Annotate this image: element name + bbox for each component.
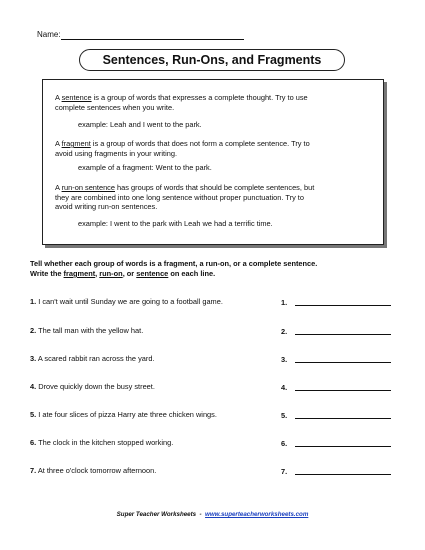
example-run-on: example: I went to the park with Leah we had a terrific time.	[78, 219, 273, 228]
footer-link[interactable]: www.superteacherworksheets.com	[205, 511, 309, 518]
term-fragment: fragment	[61, 139, 91, 148]
answer-7[interactable]: 7.	[281, 466, 391, 476]
title-banner	[79, 49, 345, 71]
answer-6[interactable]: 6.	[281, 438, 391, 448]
answer-2[interactable]: 2.	[281, 326, 391, 336]
question-7: 7. At three o'clock tomorrow afternoon.	[30, 466, 157, 475]
question-2: 2. The tall man with the yellow hat.	[30, 326, 144, 335]
definition-run-on: A run-on sentence has groups of words that should be complete sentences, but they are combined into one long sentence without proper punctuation. Try to avoid writing run-on sentences.	[55, 183, 315, 211]
answer-5[interactable]: 5.	[281, 410, 391, 420]
question-5: 5. I ate four slices of pizza Harry ate three chicken wings.	[30, 410, 217, 419]
answer-line-7[interactable]	[295, 466, 391, 475]
name-row	[37, 30, 61, 39]
term-sentence: sentence	[61, 93, 92, 102]
answer-line-3[interactable]	[295, 354, 391, 363]
footer: Super Teacher Worksheets - www.superteacherworksheets.com	[116, 511, 309, 518]
definition-sentence: A sentence is a group of words that expresses a complete thought. Try to use complete sentences when you write.	[55, 93, 308, 112]
answer-3[interactable]: 3.	[281, 354, 391, 364]
answer-4[interactable]: 4.	[281, 382, 391, 392]
answer-line-4[interactable]	[295, 382, 391, 391]
question-6: 6. The clock in the kitchen stopped working.	[30, 438, 174, 447]
worksheet-title: Sentences, Run-Ons, and Fragments	[102, 53, 322, 67]
instructions: Tell whether each group of words is a fragment, a run-on, or a complete sentence. Write the fragment, run-on, or sentence on each line.	[30, 259, 318, 278]
example-fragment: example of a fragment: Went to the park.	[78, 163, 212, 172]
answer-line-2[interactable]	[295, 326, 391, 335]
footer-brand: Super Teacher Worksheets	[116, 511, 197, 518]
name-input-line[interactable]	[61, 39, 244, 40]
question-1: 1. I can't wait until Sunday we are going to a football game.	[30, 297, 223, 306]
example-sentence: example: Leah and I went to the park.	[78, 120, 202, 129]
answer-line-6[interactable]	[295, 438, 391, 447]
name-label: Name:	[37, 30, 61, 39]
definition-fragment: A fragment is a group of words that does not form a complete sentence. Try to avoid using fragments in your writing.	[55, 139, 310, 158]
question-3: 3. A scared rabbit ran across the yard.	[30, 354, 155, 363]
term-run-on: run-on sentence	[61, 183, 115, 192]
answer-1[interactable]: 1.	[281, 297, 391, 307]
question-4: 4. Drove quickly down the busy street.	[30, 382, 155, 391]
answer-line-1[interactable]	[295, 297, 391, 306]
answer-line-5[interactable]	[295, 410, 391, 419]
